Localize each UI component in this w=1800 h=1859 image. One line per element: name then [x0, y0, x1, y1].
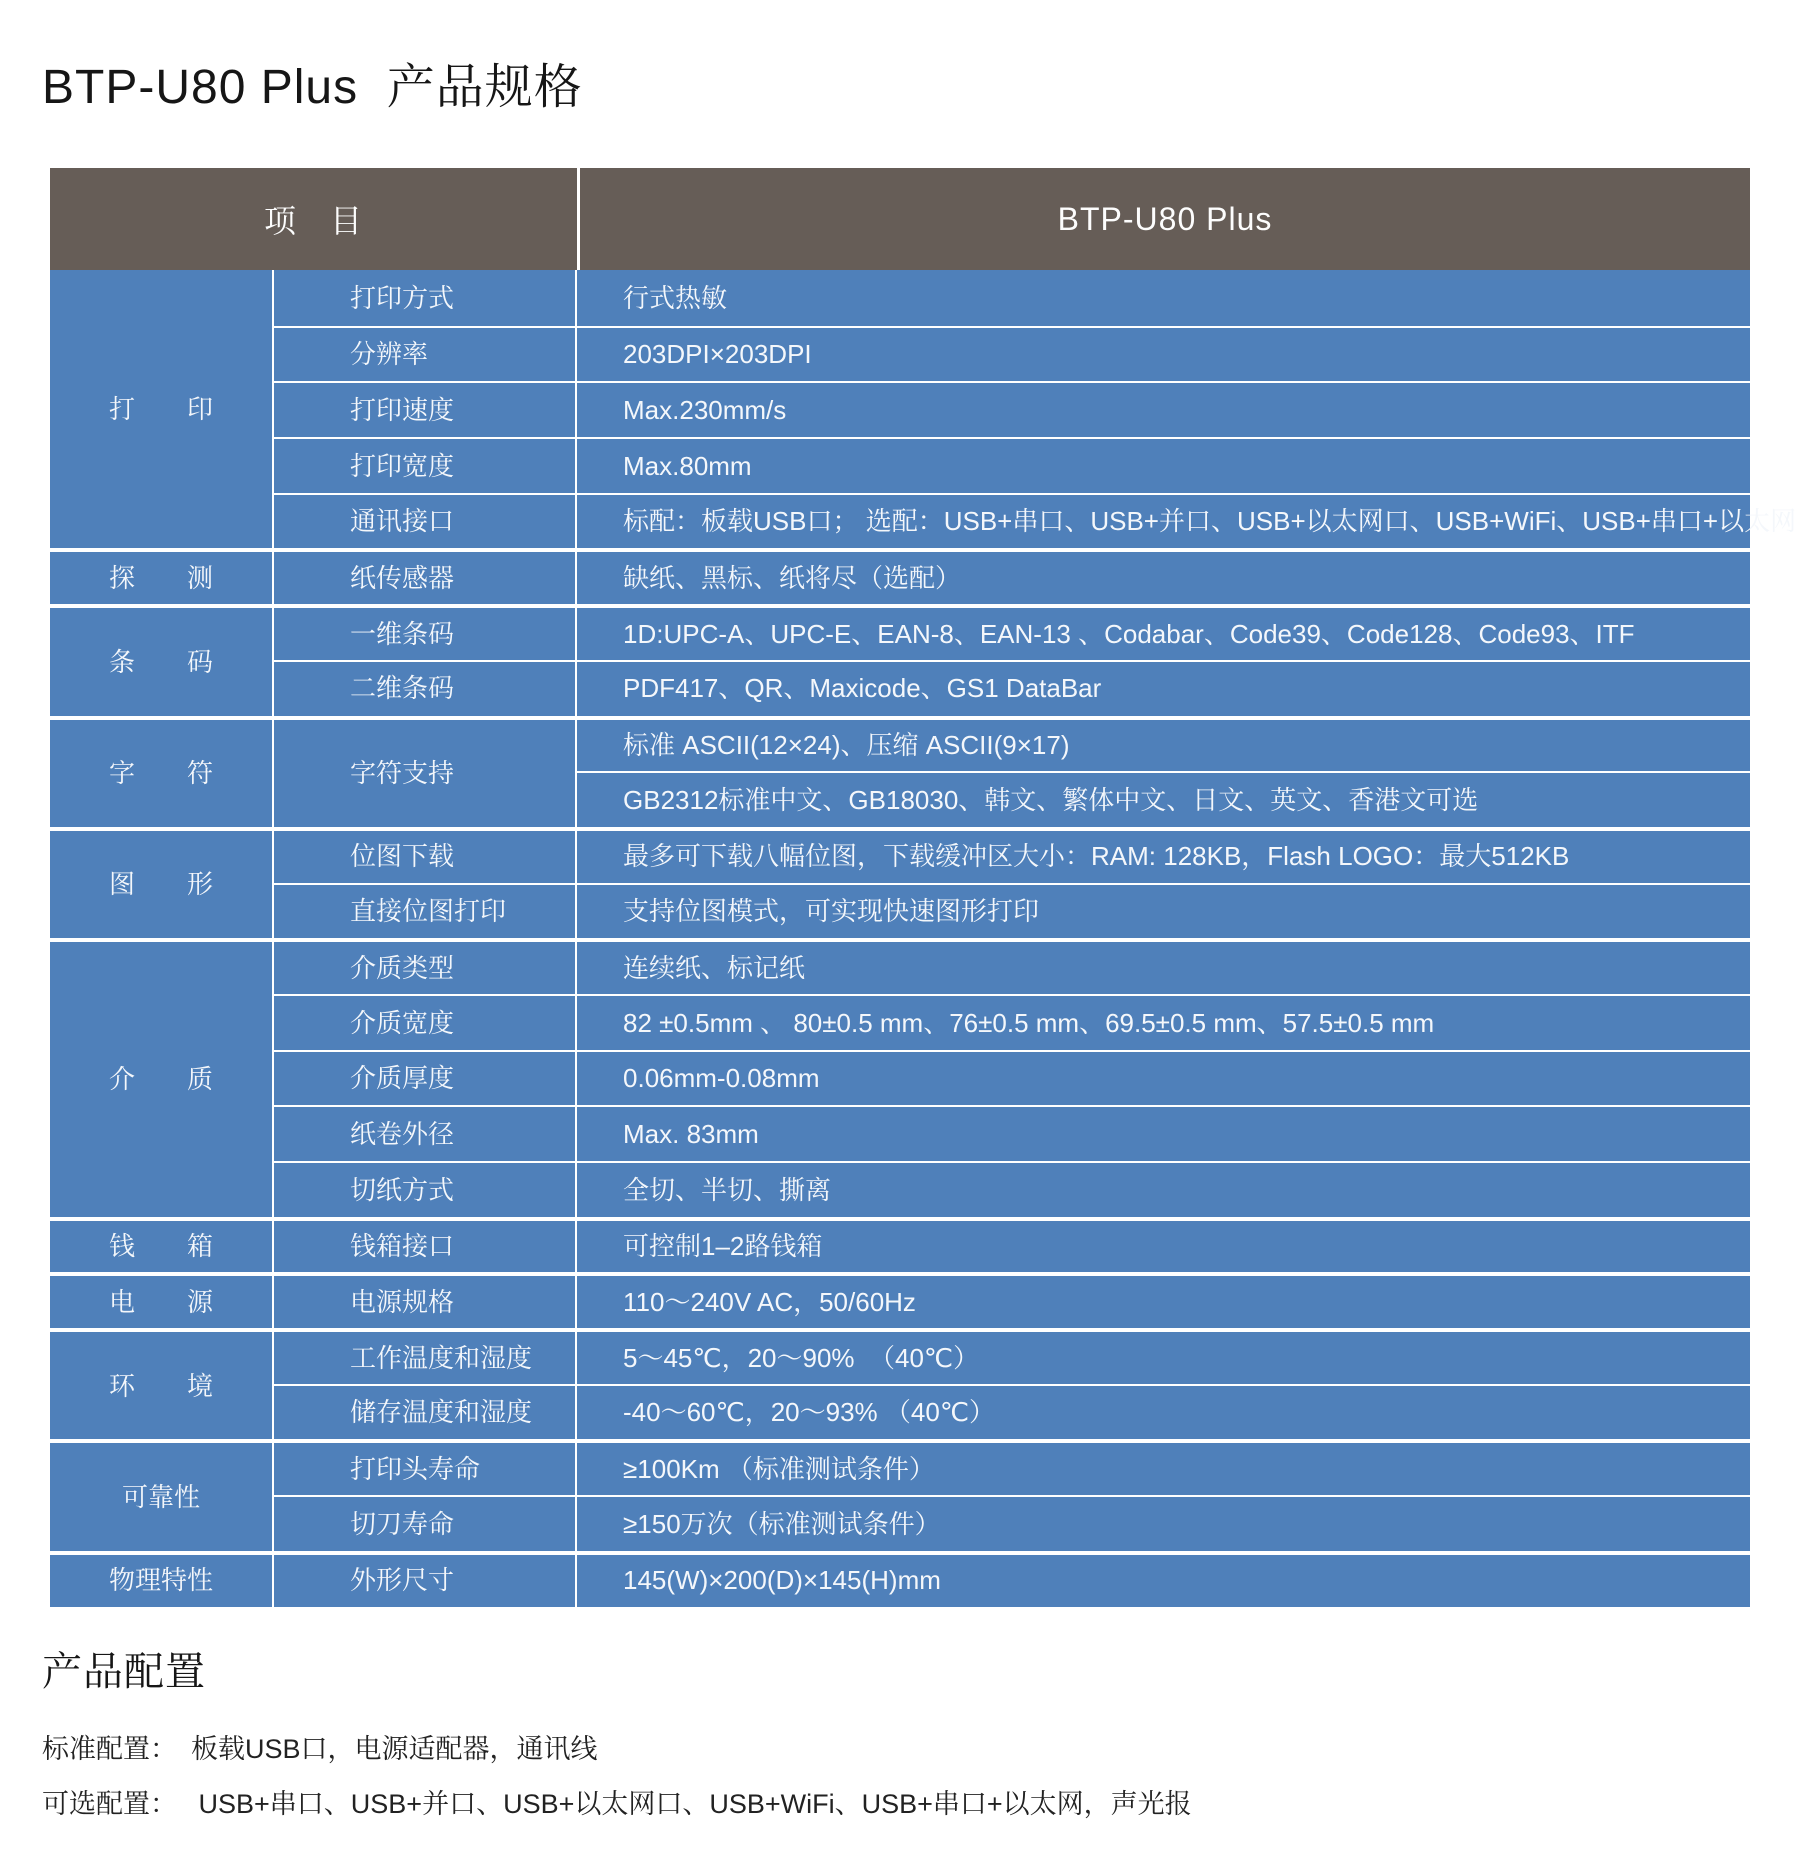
table-row	[50, 1439, 1750, 1495]
spec-name-cell: 切纸方式	[274, 1161, 577, 1217]
standard-config-line	[42, 1727, 1192, 1766]
spec-name-cell: 纸卷外径	[274, 1105, 577, 1161]
spec-value-cell: 支持位图模式，可实现快速图形打印	[577, 883, 1750, 939]
table-row	[50, 326, 1750, 382]
optional-config-label: 可选配置：	[42, 1789, 177, 1819]
spec-name-cell: 字符支持	[274, 716, 577, 827]
spec-name-cell: 电源规格	[274, 1272, 577, 1328]
table-row	[50, 1272, 1750, 1328]
table-row	[50, 1328, 1750, 1384]
category-cell-environment: 环 境	[50, 1328, 274, 1439]
table-row	[50, 1050, 1750, 1106]
table-row	[50, 604, 1750, 660]
spec-name-cell: 介质类型	[274, 938, 577, 994]
spec-value-cell: 连续纸、标记纸	[577, 938, 1750, 994]
category-cell-physical: 物理特性	[50, 1551, 274, 1607]
product-configuration-section	[42, 1640, 1192, 1837]
table-row	[50, 1217, 1750, 1273]
table-row	[50, 493, 1750, 549]
spec-value-cell: GB2312标准中文、GB18030、韩文、繁体中文、日文、英文、香港文可选	[577, 771, 1750, 827]
category-cell-barcode: 条 码	[50, 604, 274, 715]
table-row	[50, 660, 1750, 716]
spec-name-cell: 钱箱接口	[274, 1217, 577, 1273]
spec-name-cell: 通讯接口	[274, 493, 577, 549]
spec-name-cell: 切刀寿命	[274, 1495, 577, 1551]
table-row	[50, 1105, 1750, 1161]
spec-value-cell: 203DPI×203DPI	[577, 326, 1750, 382]
table-row	[50, 548, 1750, 604]
table-row	[50, 381, 1750, 437]
spec-name-cell: 工作温度和湿度	[274, 1328, 577, 1384]
table-row	[50, 938, 1750, 994]
spec-value-cell: 最多可下载八幅位图，下载缓冲区大小：RAM: 128KB，Flash LOGO：最大512KB	[577, 827, 1750, 883]
spec-name-cell: 分辨率	[274, 326, 577, 382]
spec-name-cell: 储存温度和湿度	[274, 1384, 577, 1440]
spec-table	[50, 168, 1797, 1607]
spec-value-cell: 可控制1–2路钱箱	[577, 1217, 1750, 1273]
category-cell-graphics: 图 形	[50, 827, 274, 938]
table-row	[50, 1495, 1750, 1551]
config-heading: 产品配置	[42, 1650, 206, 1694]
category-cell-media: 介 质	[50, 938, 274, 1216]
table-row	[50, 437, 1750, 493]
category-cell-print: 打 印	[50, 270, 274, 548]
spec-name-cell: 打印宽度	[274, 437, 577, 493]
spec-value-cell: 全切、半切、撕离	[577, 1161, 1750, 1217]
standard-config-label: 标准配置：	[42, 1734, 177, 1764]
spec-value-cell: 82 ±0.5mm 、 80±0.5 mm、76±0.5 mm、69.5±0.5 mm、57.5±0.5 mm	[577, 994, 1750, 1050]
spec-name-cell: 介质宽度	[274, 994, 577, 1050]
spec-name-cell: 一维条码	[274, 604, 577, 660]
optional-config-value: USB+串口、USB+并口、USB+以太网口、USB+WiFi、USB+串口+以太网，声光报	[191, 1789, 1192, 1819]
spec-name-cell: 介质厚度	[274, 1050, 577, 1106]
table-row	[50, 827, 1750, 883]
spec-value-cell: 0.06mm-0.08mm	[577, 1050, 1750, 1106]
table-row	[50, 1161, 1750, 1217]
spec-name-cell: 直接位图打印	[274, 883, 577, 939]
spec-value-cell: 行式热敏	[577, 270, 1750, 326]
spec-name-cell: 纸传感器	[274, 548, 577, 604]
table-row	[50, 1384, 1750, 1440]
standard-config-value: 板载USB口，电源适配器，通讯线	[191, 1734, 598, 1764]
spec-value-cell: ≥100Km （标准测试条件）	[577, 1439, 1750, 1495]
spec-name-cell: 打印头寿命	[274, 1439, 577, 1495]
page-title: BTP-U80 Plus 产品规格	[42, 61, 583, 114]
spec-name-cell: 打印方式	[274, 270, 577, 326]
spec-value-cell: 145(W)×200(D)×145(H)mm	[577, 1551, 1750, 1607]
header-product-column: BTP-U80 Plus	[577, 168, 1750, 270]
optional-config-line	[42, 1782, 1192, 1821]
spec-name-cell: 打印速度	[274, 381, 577, 437]
category-cell-detection: 探 测	[50, 548, 274, 604]
category-cell-cash-drawer: 钱 箱	[50, 1217, 274, 1273]
table-row	[50, 270, 1750, 326]
table-row	[50, 883, 1750, 939]
spec-value-cell: PDF417、QR、Maxicode、GS1 DataBar	[577, 660, 1750, 716]
spec-name-cell: 位图下载	[274, 827, 577, 883]
spec-value-cell: 5～45℃，20～90% （40℃）	[577, 1328, 1750, 1384]
spec-name-cell: 二维条码	[274, 660, 577, 716]
spec-value-cell: 标准 ASCII(12×24)、压缩 ASCII(9×17)	[577, 716, 1750, 772]
spec-value-cell: Max.230mm/s	[577, 381, 1750, 437]
spec-name-cell: 外形尺寸	[274, 1551, 577, 1607]
table-row	[50, 716, 1750, 772]
table-row	[50, 1551, 1750, 1607]
category-cell-reliability: 可靠性	[50, 1439, 274, 1550]
spec-value-cell: Max.80mm	[577, 437, 1750, 493]
table-row	[50, 994, 1750, 1050]
spec-value-cell: 1D:UPC-A、UPC-E、EAN-8、EAN-13 、Codabar、Code39、Code128、Code93、ITF	[577, 604, 1750, 660]
category-cell-character: 字 符	[50, 716, 274, 827]
category-cell-power: 电 源	[50, 1272, 274, 1328]
spec-value-cell: 标配：板载USB口； 选配：USB+串口、USB+并口、USB+以太网口、USB+WiFi、USB+串口+以太网	[577, 493, 1750, 549]
spec-value-cell: 缺纸、黑标、纸将尽（选配）	[577, 548, 1750, 604]
spec-value-cell: ≥150万次（标准测试条件）	[577, 1495, 1750, 1551]
spec-value-cell: 110～240V AC，50/60Hz	[577, 1272, 1750, 1328]
spec-value-cell: Max. 83mm	[577, 1105, 1750, 1161]
spec-value-cell: -40～60℃，20～93% （40℃）	[577, 1384, 1750, 1440]
header-item-column: 项 目	[50, 168, 577, 270]
table-header-row	[50, 168, 1750, 270]
